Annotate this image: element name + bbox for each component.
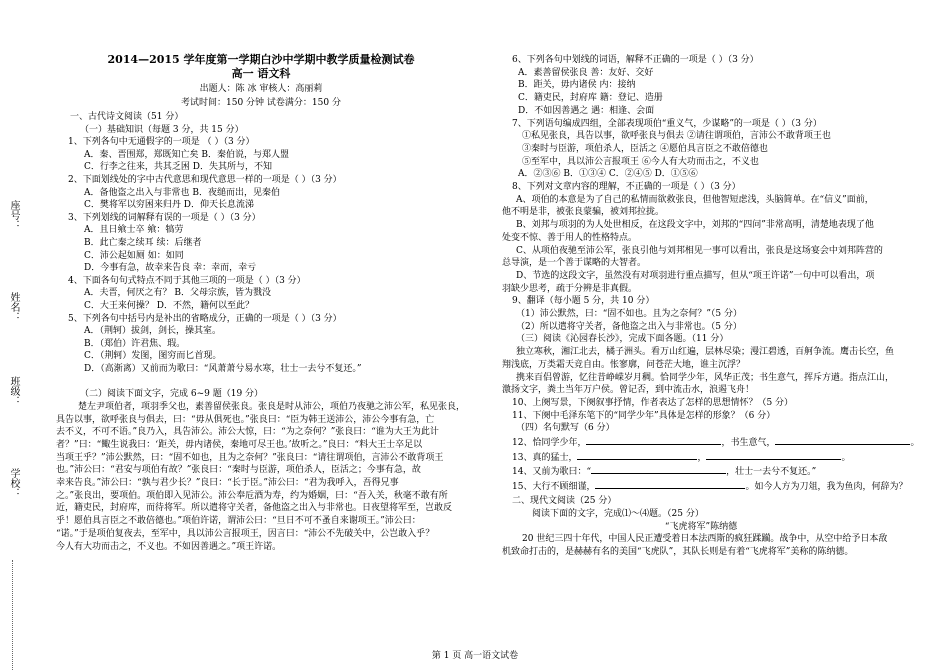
left-text-line: 1、下列各句中无通假字的一项是 （ ）（3 分）	[68, 137, 255, 148]
right-text-line: ③秦时与臣游，项伯杀人，臣活之 ④愿伯具言臣之不敢倍德也	[522, 143, 768, 154]
left-text-line: 4、下面各句句式特点不同于其他三项的一项是（ ）（3 分）	[68, 275, 306, 286]
fill-prefix: 15、大行不顾细谨，	[512, 481, 596, 492]
left-text-line: 去不义，不可不语。”良乃入，具告沛公。沛公大惊，曰：“为之奈何？”张良曰：“谁为大王为此计	[56, 427, 439, 438]
right-text-line: 激扬文字，粪土当年万户侯。曾记否，到中流击水，浪遏飞舟！	[502, 385, 755, 396]
left-text-line: （二）阅读下面文字，完成 6~9 题（19 分）	[80, 389, 264, 400]
left-text-line: A．（荆轲）拔剑，剑长，操其室。	[84, 326, 222, 337]
right-text-line: 独立寒秋，湘江北去，橘子洲头。看万山红遍，层林尽染；漫江碧透，百舸争流。鹰击长空，鱼	[516, 347, 895, 358]
left-text-line: B．此亡秦之续耳 续：后继者	[84, 238, 202, 248]
answer-blank[interactable]	[595, 479, 745, 489]
fill-in-blank-line	[512, 464, 816, 478]
answer-blank[interactable]	[775, 435, 910, 445]
left-text-line: A．秦、晋围郑，郑既知亡矣 B．秦伯说，与郑人盟	[84, 149, 289, 160]
left-text-line: B．（郑伯）许君焦、瑕。	[84, 338, 186, 349]
left-text-line: 具告以事，欲呼张良与俱去，曰：“毋从俱死也。”张良曰：“臣为韩王送沛公，沛公今事有急，亡	[56, 414, 435, 425]
class-label: 班级：	[8, 376, 19, 406]
right-text-line: 处变不惊、善于用人的性格特点。	[502, 232, 638, 243]
left-text-line: C．大王来何操？ D．不然，籍何以至此？	[84, 301, 254, 311]
article-title: “飞虎将军”陈纳德	[664, 521, 738, 532]
fill-prefix: 14、又前为歌曰：“	[512, 467, 592, 477]
right-text-line: （四）名句默写（6 分）	[516, 423, 615, 434]
right-text-line: 9、翻译（每小题 5 分，共 10 分）	[512, 296, 655, 307]
left-text-line: （一）基础知识（每题 3 分，共 15 分）	[80, 124, 244, 135]
right-text-line: B．距关，毋内诸侯 内：接纳	[518, 80, 636, 91]
left-text-line: A．且日飨士卒 飨：犒劳	[84, 225, 184, 236]
left-text-line: 之。”张良出，要项伯。项伯即入见沛公。沛公奉卮酒为寿，约为婚姻，曰：“吾入关，秋毫不敢有所	[56, 490, 448, 501]
right-text-line: A．素善留侯张良 善：友好、交好	[518, 67, 654, 78]
right-text-line: A、项伯的本意是为了自己的私情而欲救张良，但他智短虑浅，头脑简单。在“信义”面前，	[516, 194, 874, 205]
left-text-line: 乎！愿伯具言臣之不敢倍德也。”项伯许诺，谓沛公曰：“旦日不可不蚤自来谢项王。”沛公曰：	[56, 516, 421, 527]
right-text-line: 翔浅底，万类霜天竞自由。怅寥廓，问苍茫大地，谁主沉浮？	[502, 359, 746, 370]
left-text-line: “诺。”于是项伯复夜去，至军中，具以沛公言报项王，因言曰：“沛公不先破关中，公岂敢入乎？	[56, 528, 435, 539]
fill-suffix: 。如今人方为刀俎，我为鱼肉，何辞为？	[745, 481, 908, 492]
right-text-line: （2）所以遣将守关者，备他盗之出入与非常也。（5 分）	[516, 321, 742, 332]
left-text-line: C．沛公起如厕 如：如同	[84, 250, 184, 261]
answer-blank[interactable]	[706, 450, 841, 460]
left-text-line: D．今事有急，故幸来告良 幸：幸而，幸亏	[84, 263, 257, 274]
right-text-line: D．不如因善遇之 遇：相逢、会面	[518, 105, 655, 116]
left-text-line: 今人有大功而击之，不义也。不如因善遇之。”项王许诺。	[56, 541, 282, 552]
fill-middle: ，	[697, 452, 707, 463]
left-text-line: A．夫晋，何厌之有？ B．父母宗族，皆为戮没	[84, 288, 271, 299]
right-text-line: D、节选的这段文字，虽然没有对项羽进行重点描写，但从“项王许诺”一句中可以看出，项	[516, 270, 875, 281]
right-text-line: 他不明是非，被张良蒙骗，被刘邦拉拢。	[502, 207, 665, 218]
right-tail-line: 机致命打击的，是赫赫有名的美国“飞虎队”，其队长则是有着“飞虎将军”美称的陈纳德。	[502, 547, 854, 558]
left-text-line: D．（高渐离）又前而为歌曰：“风萧萧兮易水寒，壮士一去兮不复还。”	[84, 364, 362, 374]
fill-in-blank-line	[512, 435, 919, 449]
exam-title: 2014—2015 学年度第一学期白沙中学期中教学质量检测试卷	[107, 53, 415, 66]
right-text-line: C．籍吏民，封府库 籍：登记、造册	[518, 93, 663, 104]
page-footer: 第 1 页 高一语文试卷	[431, 651, 519, 661]
right-tail-line: 二、现代文阅读（25 分）	[512, 496, 617, 506]
exam-authors: 出题人：陈 冰 审核人：高丽莉	[199, 84, 323, 94]
seat-number-label: 座号：	[8, 200, 19, 230]
fill-in-blank-line	[512, 479, 907, 493]
right-text-line: ⑤至军中，具以沛公言报项王 ⑥今人有大功而击之，不义也	[522, 156, 759, 167]
fill-middle: ，书生意气，	[721, 438, 776, 448]
right-text-line: 6、下列各句中划线的词语，解释不正确的一项是（ ）（3 分）	[512, 55, 759, 65]
left-text-line: 楚左尹项伯者，项羽季父也，素善留侯张良。张良是时从沛公，项伯乃夜驰之沛公军，私见张良，	[78, 401, 466, 412]
left-text-line: C．（荆轲）发图，图穷而匕首现。	[84, 351, 222, 362]
left-text-line: A．备他盗之出入与非常也 B．夜缒而出，见秦伯	[84, 187, 280, 198]
right-tail-line: 20 世纪三四十年代，中国人民正遭受着日本法西斯的疯狂蹂躏。战争中，从空中给予日本敌	[522, 534, 888, 545]
right-tail-line: 阅读下面的文字，完成⑴～⑷题。（25 分）	[532, 508, 704, 519]
right-text-line: ①私见张良，具告以事，欲呼张良与俱去 ②请往谓项伯，言沛公不敢背项王也	[522, 131, 831, 142]
right-text-line: （三）阅读《沁园春长沙》，完成下面各题。（11 分）	[516, 334, 729, 345]
left-text-line: 一、古代诗文阅读（51 分）	[70, 112, 184, 122]
fill-suffix: 。	[910, 438, 920, 448]
fill-prefix: 12、恰同学少年，	[512, 438, 587, 448]
left-text-line: 3、下列划线的词解释有误的一项是（ ）（3 分）	[68, 212, 261, 223]
right-text-line: B、刘邦与项羽的为人处世相反，在这段文字中，刘邦的“四问”非常高明，清楚地表现了他	[516, 220, 874, 231]
right-text-line: 10、上阕写景，下阕叙事抒情，作者表达了怎样的思想情怀？（5 分）	[512, 397, 794, 408]
answer-blank[interactable]	[586, 435, 721, 445]
left-text-line: 幸来告良。”沛公曰：“孰与君少长？”良曰：“长于臣。”沛公曰：“君为我呼入，吾得兄事	[56, 478, 399, 488]
exam-time-score: 考试时间：150 分钟 试卷满分：150 分	[181, 98, 341, 108]
name-label: 姓名：	[8, 292, 19, 322]
answer-blank[interactable]	[577, 450, 697, 460]
right-text-line: C、从项伯夜驰至沛公军，张良引他与刘邦相见一事可以看出，张良是这场宴会中刘邦阵营的	[516, 245, 883, 256]
left-text-line: C．樊将军以穷困来归丹 D．仰天长息流涕	[84, 200, 254, 211]
right-text-line: 8、下列对文章内容的理解，不正确的一项是（ ）（3 分）	[512, 182, 741, 192]
right-text-line: 7、下列语句编成四组，全部表现项伯“重义气，少谋略”的一项是（ ）（3 分）	[512, 118, 822, 129]
left-text-line: 也。”沛公曰：“君安与项伯有故？”张良曰：“秦时与臣游，项伯杀人，臣活之；今事有急，故	[56, 465, 421, 476]
left-text-line: 者？”曰：“鲰生说我曰：‘距关，毋内诸侯，秦地可尽王也。’故听之。”良曰：“料大王士卒足以	[56, 439, 423, 450]
right-text-line: 11、下阕中毛泽东笔下的“同学少年”具体是怎样的形象？（6 分）	[512, 410, 776, 421]
left-text-line: 2、下面划线处的字中古代意思和现代意思一样的一项是（ ）（3 分）	[68, 175, 342, 185]
right-text-line: （1）沛公默然，曰：“固不如也。且为之奈何？”（5 分）	[516, 309, 743, 319]
binding-strip	[2, 0, 26, 671]
exam-subtitle: 高一 语文科	[231, 67, 291, 80]
answer-blank[interactable]	[591, 464, 726, 474]
fill-suffix: 。	[841, 452, 851, 463]
right-text-line: A．②③⑥ B．①③④ C．②④⑤ D．①⑤⑥	[518, 169, 698, 180]
left-text-line: 5、下列各句中括号内是补出的省略成分，正确的一项是（ ）（3 分）	[68, 313, 342, 324]
fill-suffix: ，壮士一去兮不复还。”	[726, 467, 817, 477]
left-text-line: C．行李之往来，共其乏困 D．失其所与，不知	[84, 162, 272, 173]
fill-in-blank-line	[512, 450, 850, 464]
right-text-line: 携来百侣曾游，忆往昔峥嵘岁月稠。恰同学少年，风华正茂；书生意气，挥斥方遒。指点江山，	[516, 372, 895, 383]
right-text-line: 羽缺少思考，疏于分辨是非真假。	[502, 283, 638, 294]
fill-prefix: 13、真的猛士，	[512, 452, 578, 463]
left-text-line: 近，籍吏民，封府库，而待将军。所以遣将守关者，备他盗之出入与非常也。日夜望将军至，岂敢反	[56, 503, 453, 514]
school-label: 学校：	[8, 468, 19, 498]
right-text-line: 总导演，是一个善于谋略的大智者。	[502, 258, 647, 269]
left-text-line: 当项王乎？”沛公默然，曰：“固不如也，且为之奈何？”张良曰：“请往谓项伯，言沛公不敢背项王	[56, 452, 444, 463]
